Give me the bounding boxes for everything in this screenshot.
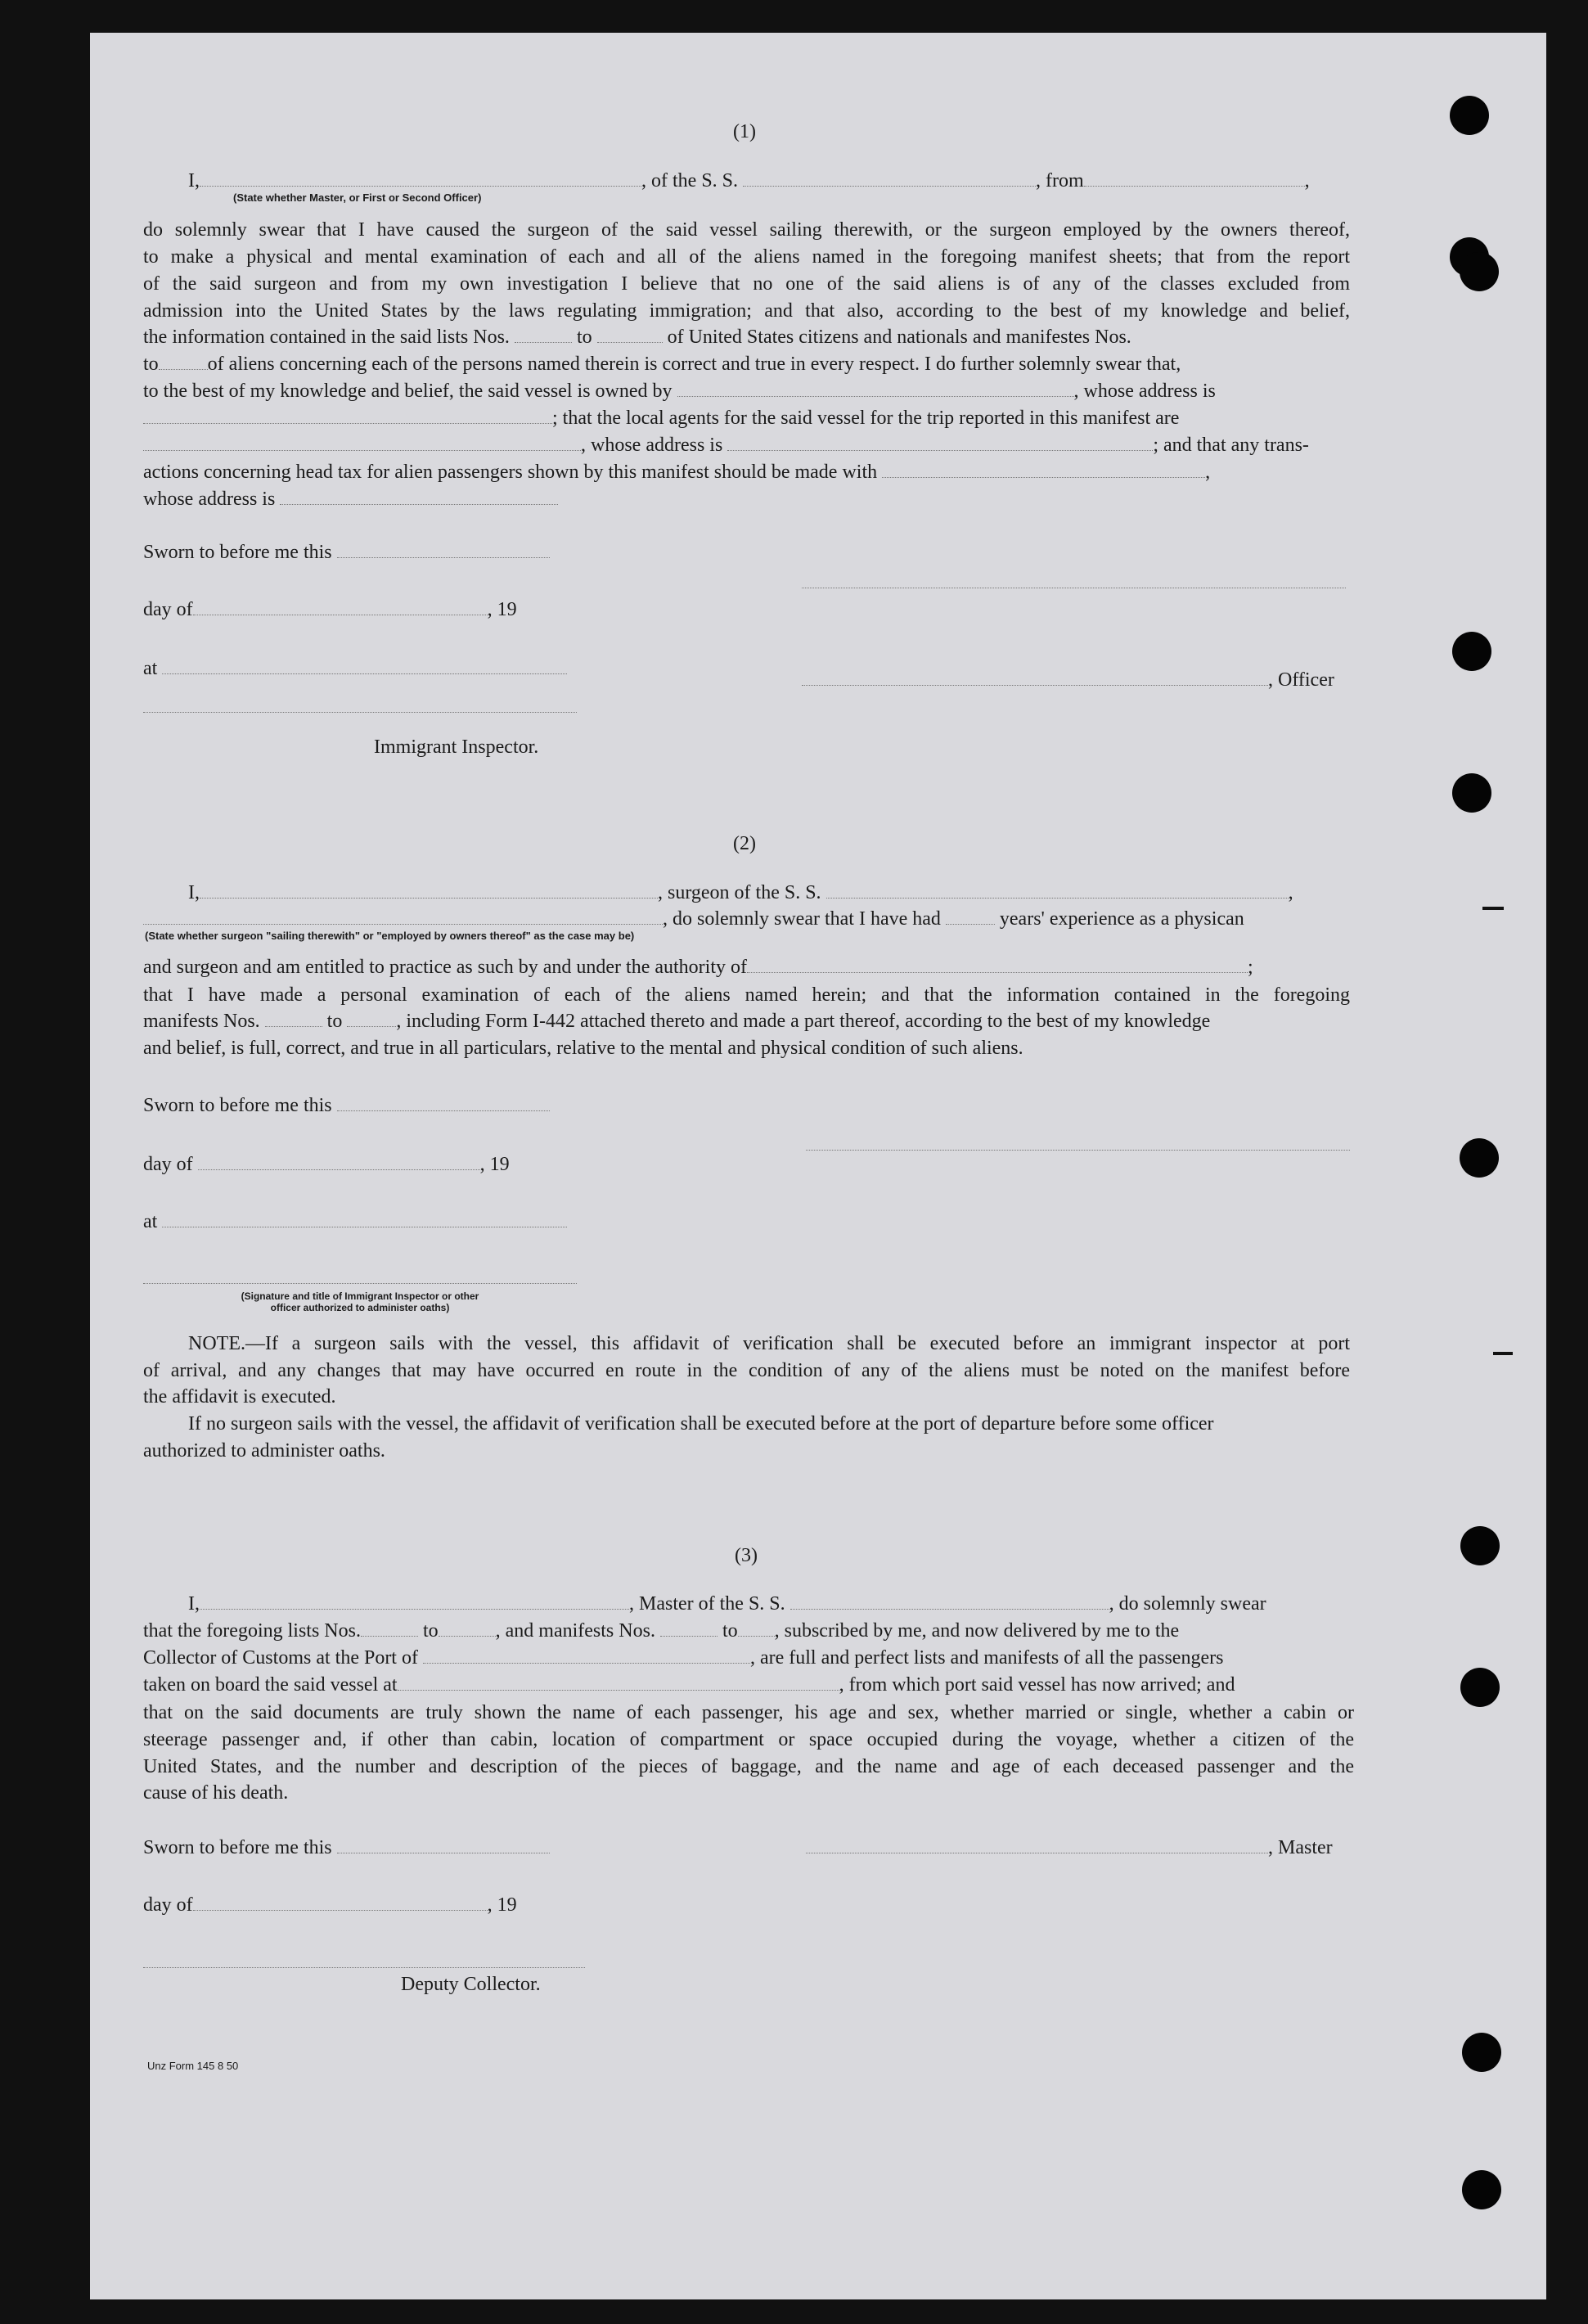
s1-line-6 [143,325,1131,349]
punch-hole-icon [1450,96,1489,135]
surgeon-status-field[interactable] [143,909,663,925]
s1-inspector: Immigrant Inspector. [374,736,539,758]
s1-line-4: of the said surgeon and from my own investigation I believe that no one of the said aliens is of any of the classes excluded from [143,273,1350,295]
customs-port-field[interactable] [423,1648,750,1664]
text: , subscribed by me, and now delivered by me to the [774,1620,1180,1642]
s2-inspector-signature-line[interactable] [143,1283,577,1284]
text: , Master [1268,1837,1333,1858]
s2-line-1 [188,881,1293,905]
punch-hole-icon [1452,632,1491,671]
surgeon-name-field[interactable] [200,883,658,899]
margin-mark [1482,907,1504,910]
s3-deputy: Deputy Collector. [401,1974,541,1995]
s3-lists-from-field[interactable] [361,1621,418,1637]
head-tax-party-field[interactable] [882,462,1205,478]
s3-lists-to-field[interactable] [439,1621,496,1637]
text: , surgeon of the S. S. [658,882,821,903]
s3-line-5: that on the said documents are truly shown the name of each passenger, his age and sex, whether married or single, whether a cabin or [143,1702,1354,1723]
s3-master [806,1835,1333,1860]
years-experience-field[interactable] [946,909,995,925]
text: day of [143,599,193,620]
s2-note-2: of arrival, and any changes that may have occurred en route in the condition of any of the aliens must be noted on the manifest before [143,1360,1350,1381]
text: I, [188,882,200,903]
authority-field[interactable] [747,957,1248,973]
s3-line-2 [143,1619,1179,1643]
inspector-signature-line[interactable] [143,712,577,713]
text: , 19 [479,1154,510,1175]
text: to [576,327,592,348]
s1-line-3: to make a physical and mental examination of each and all of the aliens named in the foregoing manifest sheets; that from the report [143,246,1350,268]
s1-line-12 [143,487,558,511]
s2-vessel-name-field[interactable] [826,883,1289,899]
vessel-owner-field[interactable] [677,381,1074,397]
punch-hole-icon [1460,1138,1499,1178]
text: Sworn to before me this [143,1095,332,1116]
sworn-place-field[interactable] [162,659,567,674]
s3-day [143,1893,517,1917]
s1-line-2: do solemnly swear that I have caused the surgeon of the said vessel sailing therewith, or the surgeon employed by the owners thereof, [143,219,1350,241]
text: , Officer [1268,669,1334,691]
s3-line-4 [143,1673,1235,1697]
text: manifests Nos. [143,1011,260,1032]
s2-signature-note-2: officer authorized to administer oaths) [270,1302,450,1313]
text: taken on board the said vessel at [143,1674,398,1696]
s2-sworn-day-field[interactable] [337,1096,550,1111]
text: to [143,354,159,375]
s3-line-7: United States, and the number and description of the pieces of baggage, and the name and age of each deceased passenger and the [143,1756,1354,1777]
head-tax-address-field[interactable] [280,489,558,505]
manifests-to-field[interactable] [159,354,208,370]
s2-sworn [143,1093,550,1118]
text: , do solemnly swear that I have had [663,908,941,930]
s3-line-3 [143,1646,1223,1670]
s1-line-1 [188,169,1310,193]
text: of aliens concerning each of the persons named therein is correct and true in every respect. I do further solemnly swear that, [207,354,1181,375]
text: Sworn to before me this [143,542,332,563]
s1-field-note: (State whether Master, or First or Second Officer) [233,191,482,204]
s1-line-7 [143,352,1181,376]
s1-line-5: admission into the United States by the laws regulating immigration; and that also, according to the best of my knowledge and belief, [143,300,1350,322]
text: ; and that any trans- [1153,435,1309,456]
text: , of the S. S. [641,170,739,191]
officer-name-field[interactable] [802,670,1268,686]
s3-manifests-from-field[interactable] [660,1621,718,1637]
s3-line-8: cause of his death. [143,1782,289,1804]
text: ; that the local agents for the said vessel for the trip reported in this manifest are [552,408,1180,429]
text: , do solemnly swear [1109,1593,1266,1615]
s1-line-8 [143,379,1216,403]
text: I, [188,170,200,191]
text: , 19 [487,1894,517,1916]
master-name-field[interactable] [200,1594,629,1610]
s3-line-6: steerage passenger and, if other than cabin, location of compartment or space occupied during the voyage, whether a citizen of the [143,1729,1354,1750]
s2-line-2 [143,907,1244,931]
text: to the best of my knowledge and belief, the said vessel is owned by [143,381,673,402]
text: , Master of the S. S. [629,1593,785,1615]
punch-hole-icon [1462,2170,1501,2209]
form-number: Unz Form 145 8 50 [147,2060,239,2072]
s2-sworn-place-field[interactable] [162,1212,567,1227]
text: ; [1248,957,1253,978]
s2-note-5: authorized to administer oaths. [143,1440,385,1462]
punch-hole-icon [1452,773,1491,813]
s2-note-1: NOTE.—If a surgeon sails with the vessel, this affidavit of verification shall be executed before an immigrant inspector at port [188,1333,1350,1354]
text: to [722,1620,738,1642]
text: , from which port said vessel has now arrived; and [839,1674,1235,1696]
text: actions concerning head tax for alien passengers shown by this manifest should be made with [143,462,878,483]
text: Collector of Customs at the Port of [143,1647,418,1669]
text: , whose address is [1073,381,1216,402]
text: , and manifests Nos. [495,1620,655,1642]
s2-signature-note-1: (Signature and title of Immigrant Inspector or other [241,1290,479,1302]
text: of United States citizens and nationals and manifestes Nos. [667,327,1131,348]
text: I, [188,1593,200,1615]
text: , [1288,882,1293,903]
s2-line-3 [143,955,1253,980]
text: , 19 [487,599,517,620]
s3-manifests-to-field[interactable] [738,1621,775,1637]
text: at [143,1211,158,1232]
punch-hole-icon [1460,1526,1500,1565]
owner-address-field[interactable] [143,408,552,424]
agents-address-field[interactable] [727,435,1153,451]
s3-sworn-day-field[interactable] [337,1838,550,1853]
s1-at [143,656,567,681]
s1-officer [802,668,1334,692]
master-signature-field[interactable] [806,1838,1268,1853]
section-1-number: (1) [733,121,756,142]
s1-line-9 [143,406,1179,430]
text: to [326,1011,343,1032]
text: , from [1036,170,1084,191]
text: to [422,1620,439,1642]
text: whose address is [143,489,276,510]
text: , [1205,462,1211,483]
s2-line-4: that I have made a personal examination of each of the aliens named herein; and that the information contained in the foregoing [143,984,1350,1006]
section-3-number: (3) [735,1545,758,1566]
s2-note-4: If no surgeon sails with the vessel, the affidavit of verification shall be executed before at the port of departure before some officer [188,1413,1214,1434]
section-2-number: (2) [733,833,756,854]
text: day of [143,1894,193,1916]
punch-hole-icon [1462,2033,1501,2072]
margin-mark [1493,1352,1513,1355]
punch-hole-icon [1460,252,1499,291]
text: , whose address is [581,435,723,456]
s2-sworn-month-field[interactable] [198,1155,480,1170]
text: that the foregoing lists Nos. [143,1620,361,1642]
text: Sworn to before me this [143,1837,332,1858]
vessel-name-field[interactable] [743,171,1036,187]
text: at [143,658,158,679]
s3-vessel-name-field[interactable] [790,1594,1109,1610]
s1-sworn [143,540,550,565]
text: the information contained in the said lists Nos. [143,327,510,348]
deputy-signature-line[interactable] [143,1967,585,1968]
officer-title-field[interactable] [200,171,641,187]
lists-to-field[interactable] [597,327,663,343]
text: and surgeon and am entitled to practice as such by and under the authority of [143,957,747,978]
text: , including Form I-442 attached thereto and made a part thereof, according to the best of my knowledge [396,1011,1211,1032]
s2-manifests-to-field[interactable] [347,1011,396,1027]
text: day of [143,1154,193,1175]
s2-line-6: and belief, is full, correct, and true in all particulars, relative to the mental and physical condition of such aliens. [143,1038,1023,1059]
punch-hole-icon [1460,1668,1500,1707]
s2-field-note: (State whether surgeon "sailing therewith" or "employed by owners thereof" as the case may be) [145,930,635,942]
text: , [1304,170,1310,191]
embark-port-field[interactable] [398,1675,839,1691]
s2-day [143,1152,510,1177]
s2-note-3: the affidavit is executed. [143,1386,336,1407]
s3-sworn-month-field[interactable] [193,1895,488,1911]
local-agents-field[interactable] [143,435,581,451]
s2-manifests-from-field[interactable] [265,1011,322,1027]
s1-day [143,597,517,622]
from-port-field[interactable] [1084,171,1305,187]
surgeon-signature-line[interactable] [806,1150,1350,1151]
lists-from-field[interactable] [515,327,572,343]
s1-line-11 [143,460,1210,484]
s3-line-1 [188,1592,1266,1616]
s1-line-10 [143,433,1309,457]
sworn-day-field[interactable] [337,543,550,558]
s2-line-5 [143,1009,1210,1034]
text: , are full and perfect lists and manifests of all the passengers [749,1647,1224,1669]
sworn-month-field[interactable] [193,600,488,615]
s2-at [143,1209,567,1234]
text: years' experience as a physican [999,908,1244,930]
s3-sworn [143,1835,550,1860]
